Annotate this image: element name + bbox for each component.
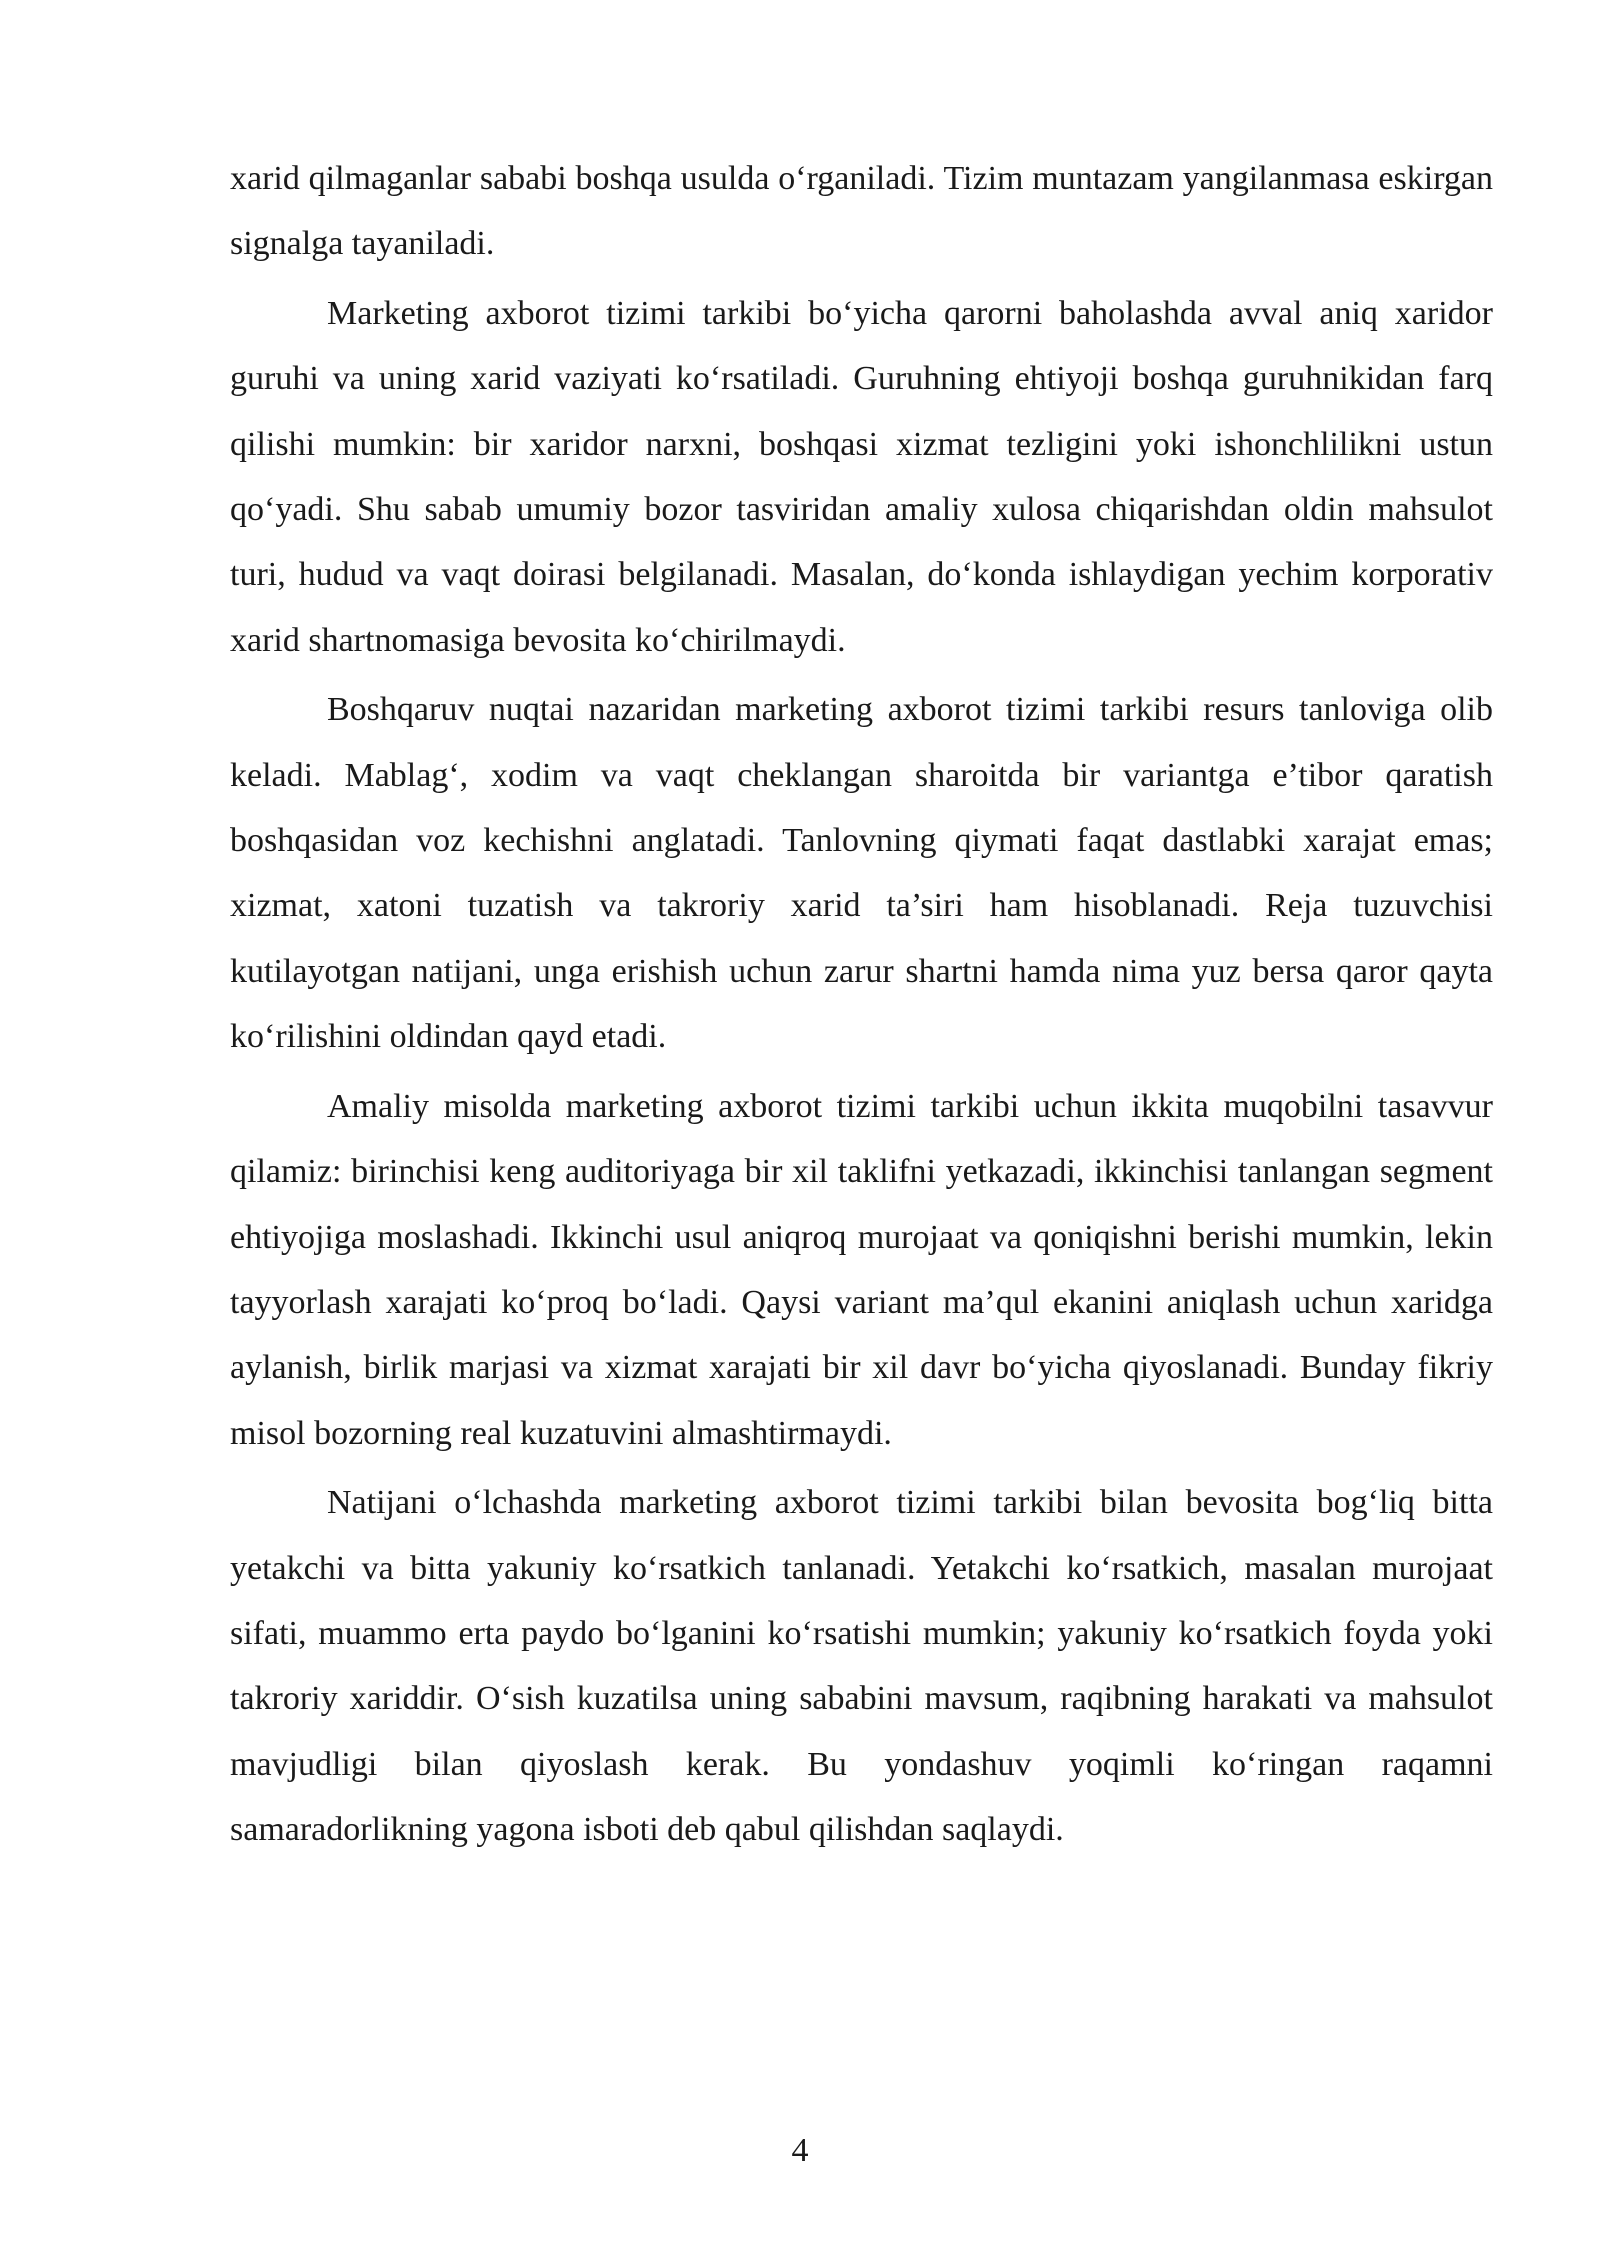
page-number: 4 (791, 2132, 809, 2169)
paragraph: Boshqaruv nuqtai nazaridan marketing axborot tizimi tarkibi resurs tanloviga olib keladi. Mablag‘, xodim va vaqt cheklangan sharoitda bir variantga e’tibor qaratish boshqasidan voz kechishni anglatadi. Tanlovning qiymati faqat dastlabki xarajat emas; xizmat, xatoni tuzatish va takroriy xarid ta’siri ham hisoblanadi. Reja tuzuvchisi kutilayotgan natijani, unga erishish uchun zarur shartni hamda nima yuz bersa qaror qayta ko‘rilishini oldindan qayd etadi. (230, 691, 1493, 1056)
paragraph: Natijani o‘lchashda marketing axborot tizimi tarkibi bilan bevosita bog‘liq bitta yetakchi va bitta yakuniy ko‘rsatkich tanlanadi. Yetakchi ko‘rsatkich, masalan murojaat sifati, muammo erta paydo bo‘lganini ko‘rsatishi mumkin; yakuniy ko‘rsatkich foyda yoki takroriy xariddir. O‘sish kuzatilsa uning sababini mavsum, raqibning harakati va mahsulot mavjudligi bilan qiyoslash kerak. Bu yondashuv yoqimli ko‘ringan raqamni samaradorlikning yagona isboti deb qabul qilishdan saqlaydi. (230, 1484, 1493, 1849)
paragraph: Marketing axborot tizimi tarkibi bo‘yicha qarorni baholashda avval aniq xaridor guruhi va uning xarid vaziyati ko‘rsatiladi. Guruhning ehtiyoji boshqa guruhnikidan farq qilishi mumkin: bir xaridor narxni, boshqasi xizmat tezligini yoki ishonchlilikni ustun qo‘yadi. Shu sabab umumiy bozor tasviridan amaliy xulosa chiqarishdan oldin mahsulot turi, hudud va vaqt doirasi belgilanadi. Masalan, do‘konda ishlaydigan yechim korporativ xarid shartnomasiga bevosita ko‘chirilmaydi. (230, 294, 1493, 659)
body-text (230, 146, 1493, 1867)
paragraph-continuation: xarid qilmaganlar sababi boshqa usulda o‘rganiladi. Tizim muntazam yangilanmasa eskirgan signalga tayaniladi. (230, 160, 1493, 263)
paragraph: Amaliy misolda marketing axborot tizimi tarkibi uchun ikkita muqobilni tasavvur qilamiz: birinchisi keng auditoriyaga bir xil taklifni yetkazadi, ikkinchisi tanlangan segment ehtiyojiga moslashadi. Ikkinchi usul aniqroq murojaat va qoniqishni berishi mumkin, lekin tayyorlash xarajati ko‘proq bo‘ladi. Qaysi variant ma’qul ekanini aniqlash uchun xaridga aylanish, birlik marjasi va xizmat xarajati bir xil davr bo‘yicha qiyoslanadi. Bunday fikriy misol bozorning real kuzatuvini almashtirmaydi. (230, 1087, 1493, 1452)
